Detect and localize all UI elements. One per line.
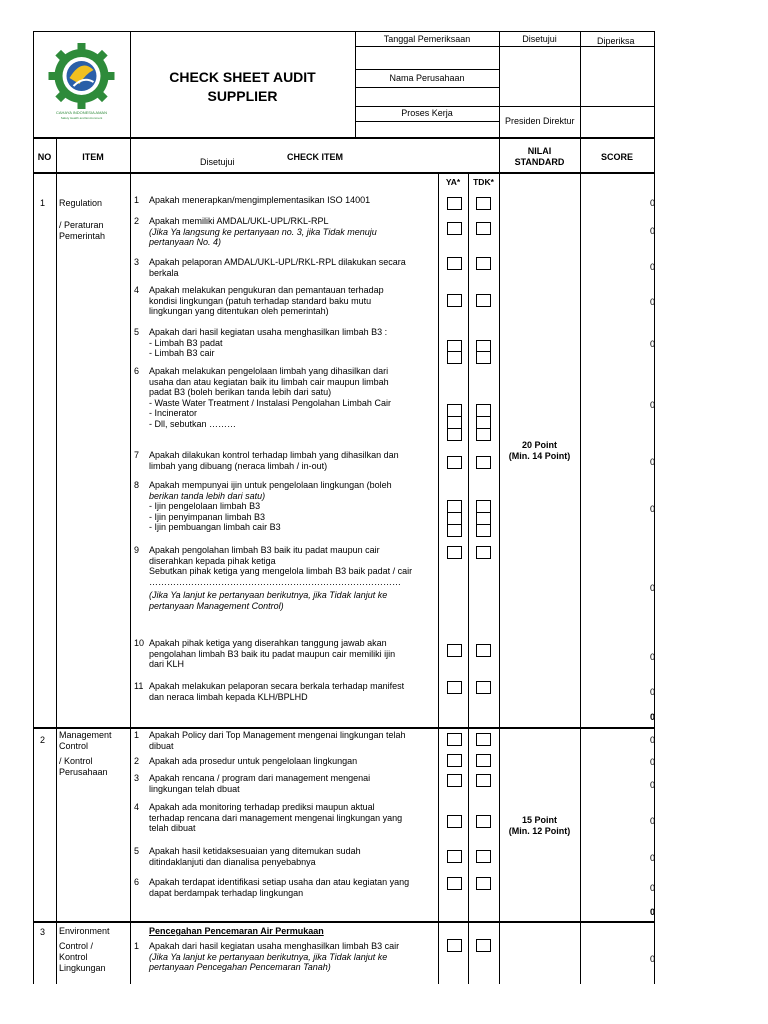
section-item-line: Kontrol bbox=[59, 952, 88, 962]
question-text: Apakah rencana / program dari management mengenai lingkungan telah dbuat bbox=[149, 773, 371, 794]
ya-checkbox[interactable] bbox=[447, 524, 462, 537]
question-text: Apakah pelaporan AMDAL/UKL-UPL/RKL-RPL dilakukan secara berkala bbox=[149, 257, 406, 278]
ya-checkbox[interactable] bbox=[447, 939, 462, 952]
question-text: Apakah pengolahan limbah B3 baik itu padat maupun cair diserahkan kepada pihak ketiga Sebutkan pihak ketiga yang mengelola limbah B3 baik padat / cair ………………………………………………………………………… (Jika Ya lanjut ke pertanyaan berikutnya, jika Tidak lanjut ke pertanyaan Management Control) bbox=[149, 545, 413, 611]
disetujui-label: Disetujui bbox=[522, 34, 557, 44]
ya-checkbox[interactable] bbox=[447, 754, 462, 767]
section-item-line: Control / bbox=[59, 941, 94, 951]
diperiksa-label: Diperiksa bbox=[597, 36, 635, 46]
score-value: 0 bbox=[649, 652, 655, 662]
question-number: 2 bbox=[134, 756, 140, 766]
col-ya: YA* bbox=[445, 177, 461, 187]
col-nilai: NILAI bbox=[527, 146, 552, 156]
question-number: 7 bbox=[134, 450, 140, 460]
section-item-line: Pemerintah bbox=[59, 231, 106, 241]
section-total: 0 bbox=[649, 712, 655, 722]
score-value: 0 bbox=[649, 687, 655, 697]
section-item-line: Regulation bbox=[59, 198, 103, 208]
section-item-line: Perusahaan bbox=[59, 767, 108, 777]
question-number: 10 bbox=[134, 638, 145, 648]
tanggal-label: Tanggal Pemeriksaan bbox=[383, 34, 471, 44]
tdk-checkbox[interactable] bbox=[476, 197, 491, 210]
tdk-checkbox[interactable] bbox=[476, 774, 491, 787]
col-score: SCORE bbox=[600, 152, 633, 162]
score-value: 0 bbox=[649, 780, 655, 790]
tdk-checkbox[interactable] bbox=[476, 644, 491, 657]
question-text: Apakah hasil ketidaksesuaian yang ditemukan sudah ditindaklanjuti dan dianalisa penyebabnya bbox=[149, 846, 361, 867]
company-logo bbox=[44, 40, 119, 122]
nilai-standard-value: 15 Point bbox=[521, 815, 557, 825]
question-number: 3 bbox=[134, 773, 140, 783]
question-text: Apakah dilakukan kontrol terhadap limbah yang dihasilkan dan limbah yang dibuang (neraca limbah / in-out) bbox=[149, 450, 399, 471]
nilai-standard-min: (Min. 14 Point) bbox=[508, 451, 571, 461]
question-text: Apakah ada prosedur untuk pengelolaan lingkungan bbox=[149, 756, 358, 766]
question-number: 5 bbox=[134, 846, 140, 856]
col-disetujui: Disetujui bbox=[200, 157, 235, 167]
ya-checkbox[interactable] bbox=[447, 257, 462, 270]
score-value: 0 bbox=[649, 853, 655, 863]
question-text: Apakah pihak ketiga yang diserahkan tanggung jawab akan pengolahan limbah B3 baik itu padat maupun cair memiliki ijin dari KLH bbox=[149, 638, 396, 669]
question-number: 1 bbox=[134, 730, 140, 740]
ya-checkbox[interactable] bbox=[447, 681, 462, 694]
score-value: 0 bbox=[649, 198, 655, 208]
section-item-line: Management bbox=[59, 730, 112, 740]
tdk-checkbox[interactable] bbox=[476, 524, 491, 537]
ya-checkbox[interactable] bbox=[447, 351, 462, 364]
score-value: 0 bbox=[649, 504, 655, 514]
ya-checkbox[interactable] bbox=[447, 428, 462, 441]
ya-checkbox[interactable] bbox=[447, 197, 462, 210]
nilai-standard-value: 20 Point bbox=[521, 440, 557, 450]
question-text: Apakah melakukan pengelolaan limbah yang dihasilkan dari usaha dan atau kegiatan baik itu limbah cair maupun limbah padat B3 (boleh berikan tanda lebih dari satu) - Waste Water Treatment / Instalasi Pengolahan Limbah Cair - Incinerator - Dll, sebutkan ……… bbox=[149, 366, 391, 429]
tdk-checkbox[interactable] bbox=[476, 351, 491, 364]
question-text: Apakah dari hasil kegiatan usaha menghasilkan limbah B3 cair (Jika Ya lanjut ke pertanyaan berikutnya, jika Tidak lanjut ke pertanyaan Pencegahan Pencemaran Tanah) bbox=[149, 941, 400, 972]
score-value: 0 bbox=[649, 757, 655, 767]
col-standard: STANDARD bbox=[514, 157, 565, 167]
section-total: 0 bbox=[649, 907, 655, 917]
question-number: 6 bbox=[134, 877, 140, 887]
logo-subtext: Safety Health and Environment bbox=[60, 116, 103, 120]
ya-checkbox[interactable] bbox=[447, 774, 462, 787]
section-item-line: / Peraturan bbox=[59, 220, 104, 230]
section-item-line: Control bbox=[59, 741, 89, 751]
tdk-checkbox[interactable] bbox=[476, 546, 491, 559]
section-item-line: Environment bbox=[59, 926, 110, 936]
question-number: 11 bbox=[134, 681, 144, 691]
score-value: 0 bbox=[649, 226, 655, 236]
tdk-checkbox[interactable] bbox=[476, 681, 491, 694]
score-value: 0 bbox=[649, 583, 655, 593]
section-no: 1 bbox=[40, 198, 46, 208]
ya-checkbox[interactable] bbox=[447, 733, 462, 746]
question-number: 5 bbox=[134, 327, 140, 337]
tdk-checkbox[interactable] bbox=[476, 877, 491, 890]
question-number: 1 bbox=[134, 941, 140, 951]
presiden-direktur-label: Presiden Direktur bbox=[505, 116, 575, 126]
question-number: 6 bbox=[134, 366, 140, 376]
tdk-checkbox[interactable] bbox=[476, 294, 491, 307]
subheading: Pencegahan Pencemaran Air Permukaan bbox=[149, 926, 324, 936]
tdk-checkbox[interactable] bbox=[476, 428, 491, 441]
score-value: 0 bbox=[649, 954, 655, 964]
score-value: 0 bbox=[649, 883, 655, 893]
section-item-line: Lingkungan bbox=[59, 963, 106, 973]
ya-checkbox[interactable] bbox=[447, 644, 462, 657]
tdk-checkbox[interactable] bbox=[476, 733, 491, 746]
question-text: Apakah melakukan pengukuran dan pemantauan terhadap kondisi lingkungan (patuh terhadap standard baku mutu lingkungan yang ditentukan oleh pemerintah) bbox=[149, 285, 384, 316]
question-text: Apakah dari hasil kegiatan usaha menghasilkan limbah B3 : - Limbah B3 padat - Limbah B3 cair bbox=[149, 327, 388, 358]
section-no: 3 bbox=[40, 927, 46, 937]
tdk-checkbox[interactable] bbox=[476, 850, 491, 863]
score-value: 0 bbox=[649, 297, 655, 307]
question-text: Apakah memiliki AMDAL/UKL-UPL/RKL-RPL (Jika Ya langsung ke pertanyaan no. 3, jika Tidak menuju pertanyaan No. 4) bbox=[149, 216, 377, 247]
title-line2: SUPPLIER bbox=[207, 88, 278, 104]
tdk-checkbox[interactable] bbox=[476, 815, 491, 828]
question-text: Apakah Policy dari Top Management mengenai lingkungan telah dibuat bbox=[149, 730, 406, 751]
ya-checkbox[interactable] bbox=[447, 294, 462, 307]
question-number: 3 bbox=[134, 257, 140, 267]
question-number: 4 bbox=[134, 285, 140, 295]
score-value: 0 bbox=[649, 400, 655, 410]
col-check-item: CHECK ITEM bbox=[287, 152, 343, 162]
tdk-checkbox[interactable] bbox=[476, 456, 491, 469]
col-item: ITEM bbox=[82, 152, 104, 162]
section-item-line: / Kontrol bbox=[59, 756, 93, 766]
question-number: 8 bbox=[134, 480, 140, 490]
tdk-checkbox[interactable] bbox=[476, 222, 491, 235]
col-tdk: TDK* bbox=[473, 177, 494, 187]
section-no: 2 bbox=[40, 735, 46, 745]
score-value: 0 bbox=[649, 339, 655, 349]
nama-perusahaan-label: Nama Perusahaan bbox=[389, 73, 465, 83]
question-text: Apakah terdapat identifikasi setiap usaha dan atau kegiatan yang dapat berdampak terhadap lingkungan bbox=[149, 877, 410, 898]
question-number: 1 bbox=[134, 195, 140, 205]
score-value: 0 bbox=[649, 262, 655, 272]
ya-checkbox[interactable] bbox=[447, 456, 462, 469]
score-value: 0 bbox=[649, 735, 655, 745]
proses-kerja-label: Proses Kerja bbox=[401, 108, 453, 118]
question-number: 2 bbox=[134, 216, 140, 226]
title-line1: CHECK SHEET AUDIT bbox=[169, 69, 316, 85]
score-value: 0 bbox=[649, 816, 655, 826]
ya-checkbox[interactable] bbox=[447, 222, 462, 235]
col-no: NO bbox=[37, 152, 52, 162]
score-value: 0 bbox=[649, 457, 655, 467]
tdk-checkbox[interactable] bbox=[476, 257, 491, 270]
ya-checkbox[interactable] bbox=[447, 815, 462, 828]
question-number: 4 bbox=[134, 802, 140, 812]
ya-checkbox[interactable] bbox=[447, 546, 462, 559]
question-text: Apakah ada monitoring terhadap prediksi maupun aktual terhadap rencana dari management mengenai lingkungan yang telah dibuat bbox=[149, 802, 403, 833]
nilai-standard-min: (Min. 12 Point) bbox=[508, 826, 571, 836]
question-text: Apakah mempunyai ijin untuk pengelolaan lingkungan (boleh berikan tanda lebih dari satu) - Ijin pengelolaan limbah B3 - Ijin penyimpanan limbah B3 - Ijin pembuangan limbah cair B3 bbox=[149, 480, 392, 532]
logo-text: CAHAYA INDONESIA AMAN bbox=[56, 110, 107, 115]
question-text: Apakah melakukan pelaporan secara berkala terhadap manifest dan neraca limbah kepada KLH/BPLHD bbox=[149, 681, 405, 702]
question-number: 9 bbox=[134, 545, 140, 555]
tdk-checkbox[interactable] bbox=[476, 939, 491, 952]
ya-checkbox[interactable] bbox=[447, 850, 462, 863]
ya-checkbox[interactable] bbox=[447, 877, 462, 890]
question-text: Apakah menerapkan/mengimplementasikan ISO 14001 bbox=[149, 195, 371, 205]
tdk-checkbox[interactable] bbox=[476, 754, 491, 767]
